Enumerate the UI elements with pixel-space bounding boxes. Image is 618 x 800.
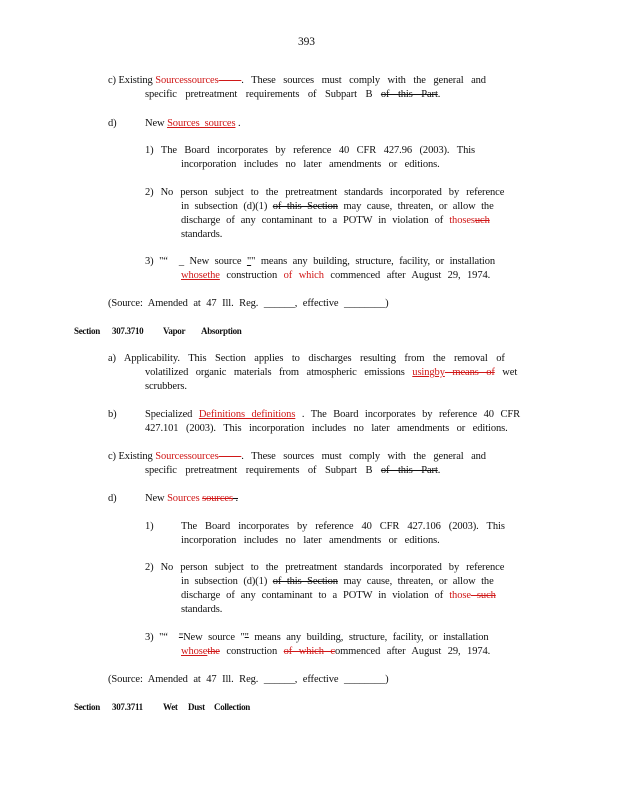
text: " (246, 256, 252, 267)
paragraph-d2-line3 (181, 214, 490, 227)
inserted-text: whosethe (181, 270, 220, 281)
subsection-c-line2 (145, 464, 440, 477)
section-title: Collection (214, 702, 250, 712)
paragraph-d1-line1: 1) The Board incorporates by reference 40 CFR 427.96 (2003). This (145, 145, 476, 156)
paragraph-d1-line2: incorporation includes no later amendments or editions. (181, 535, 440, 546)
text: c) Existing (108, 75, 156, 86)
section-number: 307.3711 (112, 702, 143, 712)
deleted-text: sources (202, 493, 233, 504)
section-number: 307.3710 (112, 326, 144, 336)
text: may cause, threaten, or allow the (337, 576, 494, 587)
text: . (235, 118, 241, 129)
page-number: 393 (298, 36, 315, 48)
source-note: (Source: Amended at 47 Ill. Reg. ______, effective ________) (108, 674, 389, 685)
text: ommenced after August 29, 1974. (334, 646, 491, 657)
subsection-c-line1 (108, 74, 486, 87)
paragraph-d1-line2: incorporation includes no later amendments or editions. (181, 159, 440, 170)
section-title: Vapor (163, 326, 186, 336)
text: 3) "“ (145, 256, 179, 267)
text: discharge of any contaminant to a POTW in violation of (181, 590, 450, 601)
paragraph-d2-line4: standards. (181, 604, 223, 615)
text: c) Existing (108, 451, 156, 462)
text: discharge of any contaminant to a POTW in violation of (181, 215, 450, 226)
text: wet (494, 367, 518, 378)
text: New (145, 118, 168, 129)
deleted-text: means of (444, 367, 495, 378)
paragraph-d2-line1: 2) No person subject to the pretreatment standards incorporated by reference (145, 562, 505, 573)
deleted-text: of this Part (380, 465, 438, 476)
inserted-text: thoses (449, 215, 475, 226)
paragraph-d3-line1 (145, 255, 495, 268)
section-label: Section (74, 326, 100, 336)
inserted-text: Sources sources (167, 118, 236, 129)
inserted-text: usingby (412, 367, 445, 378)
subsection-d-label: d) (108, 118, 117, 129)
subsection-b-line1 (145, 408, 520, 421)
text: commenced after August 29, 1974. (323, 270, 491, 281)
inserted-text: Definitions definitions (198, 409, 296, 420)
text: " means any building, structure, facility, or installation (251, 256, 496, 267)
text: specific pretreatment requirements of Subpart B (145, 89, 381, 100)
inserted-text: whose (181, 646, 208, 657)
text: may cause, threaten, or allow the (337, 201, 494, 212)
deleted-text: of this Part (380, 89, 438, 100)
deleted-text: " (178, 632, 184, 643)
paragraph-d2-line3 (181, 589, 496, 602)
deleted-text: such (470, 590, 496, 601)
paragraph-d2-line2 (181, 200, 494, 213)
inserted-text: of which (283, 270, 324, 281)
subsection-d-heading (145, 492, 238, 505)
text: . (232, 493, 238, 504)
text: New (145, 493, 168, 504)
paragraph-d2-line2 (181, 575, 494, 588)
text: _ New source (178, 256, 247, 267)
subsection-b-line2: 427.101 (2003). This incorporation includes no later amendments or editions. (145, 423, 508, 434)
text: . (437, 465, 441, 476)
text: specific pretreatment requirements of Subpart B (145, 465, 381, 476)
text: New source " (183, 632, 245, 643)
deleted-text: of this Section (272, 201, 338, 212)
subsection-a-line3: scrubbers. (145, 381, 187, 392)
subsection-c-line2 (145, 88, 440, 101)
subsection-d-label: d) (108, 493, 117, 504)
deleted-text: the (207, 646, 220, 657)
text: 3) "“ (145, 632, 179, 643)
paragraph-d3-line2 (181, 269, 490, 282)
paragraph-d3-line1 (145, 631, 489, 644)
text: Specialized (145, 409, 199, 420)
paragraph-d3-line2 (181, 645, 490, 658)
text: construction (219, 270, 284, 281)
inserted-text: those (449, 590, 471, 601)
text: in subsection (d)(1) (181, 201, 273, 212)
subsection-d-heading (145, 117, 241, 130)
text: volatilized organic materials from atmospheric emissions (145, 367, 413, 378)
paragraph-d2-line1: 2) No person subject to the pretreatment standards incorporated by reference (145, 187, 505, 198)
subsection-a-line1: a) Applicability. This Section applies to discharges resulting from the removal of (108, 353, 505, 364)
inserted-text: Sources (167, 493, 200, 504)
inserted-text: Sourcessources (155, 75, 219, 86)
section-label: Section (74, 702, 100, 712)
text: construction (219, 646, 284, 657)
text: . These sources must comply with the general and (241, 451, 486, 462)
text: means any building, structure, facility, or installation (248, 632, 489, 643)
deleted-text: " (244, 632, 249, 643)
deleted-text: of which c (283, 646, 335, 657)
subsection-b-label: b) (108, 409, 117, 420)
paragraph-d1-label: 1) (145, 521, 154, 532)
deleted-text (219, 451, 242, 462)
text: . The Board incorporates by reference 40 CFR (295, 409, 521, 420)
source-note: (Source: Amended at 47 Ill. Reg. ______, effective ________) (108, 298, 389, 309)
deleted-text (219, 75, 242, 86)
text: in subsection (d)(1) (181, 576, 273, 587)
text: . (437, 89, 441, 100)
section-title: Absorption (201, 326, 242, 336)
section-title: Wet (163, 702, 178, 712)
subsection-a-line2 (145, 366, 517, 379)
inserted-text: Sourcessources (155, 451, 219, 462)
deleted-text: uch (474, 215, 490, 226)
deleted-text: of this Section (272, 576, 338, 587)
text: . These sources must comply with the general and (241, 75, 486, 86)
subsection-c-line1 (108, 450, 486, 463)
paragraph-d1-line1: The Board incorporates by reference 40 CFR 427.106 (2003). This (181, 521, 505, 532)
section-title: Dust (188, 702, 205, 712)
paragraph-d2-line4: standards. (181, 229, 223, 240)
